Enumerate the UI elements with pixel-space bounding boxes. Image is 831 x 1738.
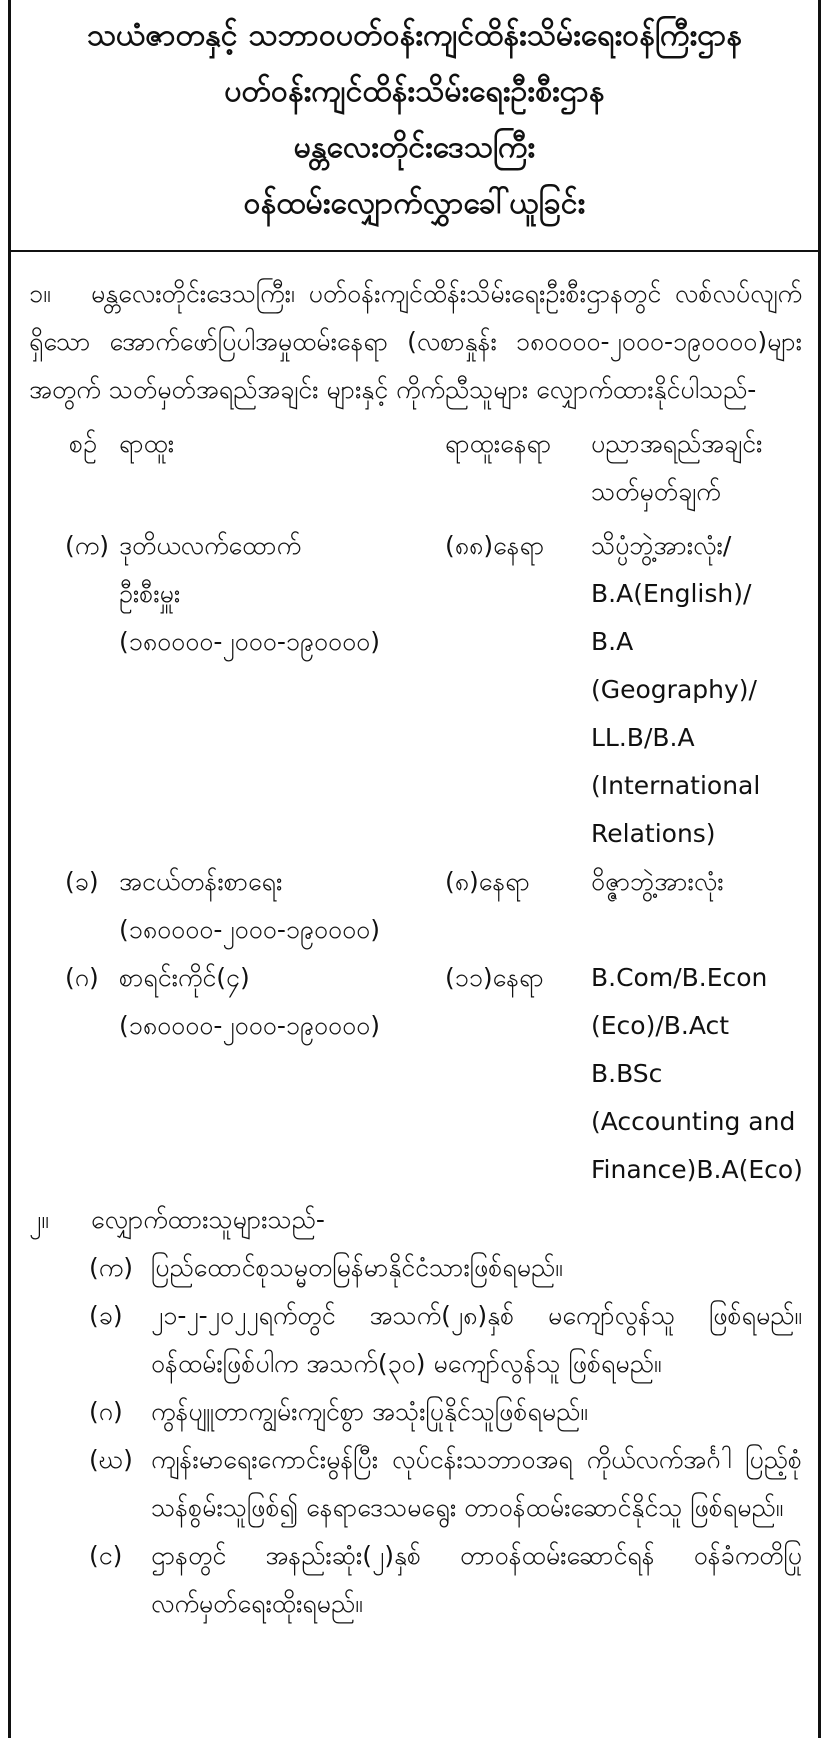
position-line: ဒုတိယလက်ထောက် xyxy=(119,531,302,560)
row-position xyxy=(119,522,445,858)
row-count: (၁၁)နေရာ xyxy=(445,963,544,992)
qualification-line: ဝိဇ္ဇာဘွဲ့အားလုံး xyxy=(591,867,724,896)
row-position xyxy=(119,858,445,954)
qualification-line: B.Com/B.Econ xyxy=(591,963,768,992)
table-row xyxy=(29,858,802,954)
intro-text: မန္တလေးတိုင်းဒေသကြီး၊ ပတ်ဝန်းကျင်ထိန်းသိမ်းရေးဦးစီးဌာနတွင် လစ်လပ်လျက်ရှိသော အောက်ဖော်ပြပါအမှုထမ်းနေရာ (လစာနှုန်း ၁၈၀၀၀၀-၂၀၀၀-၁၉၀၀၀၀)များအတွက် သတ်မှတ်အရည်အချင်း များနှင့် ကိုက်ညီသူများ လျှောက်ထားနိုင်ပါသည်- xyxy=(29,279,802,404)
notice-body xyxy=(11,270,818,1628)
list-item xyxy=(89,1388,802,1436)
qualification-line: (Accounting and xyxy=(591,1107,796,1136)
notice-frame xyxy=(8,0,821,1738)
header-qualification xyxy=(591,420,801,516)
positions-table xyxy=(29,420,802,1194)
item-label: (င) xyxy=(89,1541,123,1570)
row-count: (၈)နေရာ xyxy=(445,867,530,896)
header-qualification-line1: ပညာအရည်အချင်း xyxy=(591,429,763,458)
qualification-line: B.A(English)/ xyxy=(591,579,752,608)
list-item xyxy=(89,1436,802,1532)
item-text: ကျန်းမာရေးကောင်းမွန်ပြီး လုပ်ငန်းသဘာဝအရ ကိုယ်လက်အင်္ဂါ ပြည့်စုံသန်စွမ်းသူဖြစ်၍ နေရာဒေသမရွေး တာဝန်ထမ်းဆောင်နိုင်သူ ဖြစ်ရမည်။ xyxy=(151,1445,802,1522)
position-line: အငယ်တန်းစာရေး xyxy=(119,867,283,896)
row-count: (၈၈)နေရာ xyxy=(445,531,545,560)
qualification-line: (Eco)/B.Act B.BSc xyxy=(591,1011,730,1088)
row-qualification xyxy=(591,954,801,1194)
header-count: ရာထူးနေရာ xyxy=(445,429,552,458)
department-title: ပတ်ဝန်းကျင်ထိန်းသိမ်းရေးဦးစီးဌာန xyxy=(224,74,605,109)
item-label: (ဃ) xyxy=(89,1445,133,1474)
header-qualification-line2: သတ်မှတ်ချက် xyxy=(591,477,721,506)
table-header-row xyxy=(29,420,802,516)
qualification-line: Relations) xyxy=(591,819,716,848)
notice-header xyxy=(11,0,818,252)
item-text: ဌာနတွင် အနည်းဆုံး(၂)နှစ် တာဝန်ထမ်းဆောင်ရန် ဝန်ခံကတိပြု လက်မှတ်ရေးထိုးရမည်။ xyxy=(151,1541,802,1618)
qualification-line: (International xyxy=(591,771,761,800)
qualification-line: B.A (Geography)/ xyxy=(591,627,757,704)
row-no: (က) xyxy=(65,531,109,560)
requirements-heading-row xyxy=(29,1196,802,1244)
intro-paragraph xyxy=(29,270,802,414)
position-line: ဦးစီးမှူး xyxy=(119,579,181,608)
row-no: (ခ) xyxy=(65,867,99,896)
salary-scale: (၁၈၀၀၀၀-၂၀၀၀-၁၉၀၀၀၀) xyxy=(119,627,380,656)
table-row xyxy=(29,522,802,858)
list-item xyxy=(89,1244,802,1292)
item-text: ၂၁-၂-၂၀၂၂ရက်တွင် အသက်(၂၈)နှစ် မကျော်လွန်သူ ဖြစ်ရမည်။ ဝန်ထမ်းဖြစ်ပါက အသက်(၃၀) မကျော်လွန်သူ ဖြစ်ရမည်။ xyxy=(151,1301,802,1378)
item-text: ပြည်ထောင်စုသမ္မတမြန်မာနိုင်ငံသားဖြစ်ရမည်။ xyxy=(151,1253,563,1282)
requirements-number: ၂။ xyxy=(29,1205,49,1234)
qualification-line: သိပ္ပံဘွဲ့အားလုံး/ xyxy=(591,531,732,560)
item-text: ကွန်ပျူတာကျွမ်းကျင်စွာ အသုံးပြုနိုင်သူဖြစ်ရမည်။ xyxy=(151,1397,588,1426)
ministry-title: သယံဇာတနှင့် သဘာဝပတ်ဝန်းကျင်ထိန်းသိမ်းရေးဝန်ကြီးဌာန xyxy=(86,18,743,53)
row-no: (ဂ) xyxy=(65,963,99,992)
region-title: မန္တလေးတိုင်းဒေသကြီး xyxy=(293,130,536,165)
announcement-title: ဝန်ထမ်းလျှောက်လွှာခေါ်ယူခြင်း xyxy=(243,186,586,221)
position-line: စာရင်းကိုင်(၄) xyxy=(119,963,250,992)
intro-number: ၁။ xyxy=(29,279,51,308)
qualification-line: Finance)B.A(Eco) xyxy=(591,1155,803,1184)
header-no: စဉ် xyxy=(69,429,97,458)
header-position: ရာထူး xyxy=(119,429,175,458)
qualification-line: LL.B/B.A xyxy=(591,723,695,752)
salary-scale: (၁၈၀၀၀၀-၂၀၀၀-၁၉၀၀၀၀) xyxy=(119,1011,380,1040)
requirements-section xyxy=(29,1196,802,1628)
requirements-heading: လျှောက်ထားသူများသည်- xyxy=(91,1205,325,1234)
salary-scale: (၁၈၀၀၀၀-၂၀၀၀-၁၉၀၀၀၀) xyxy=(119,915,380,944)
row-qualification xyxy=(591,858,801,954)
row-position xyxy=(119,954,445,1194)
item-label: (ဂ) xyxy=(89,1397,123,1426)
item-label: (က) xyxy=(89,1253,133,1282)
list-item xyxy=(89,1532,802,1628)
list-item xyxy=(89,1292,802,1388)
item-label: (ခ) xyxy=(89,1301,123,1330)
row-qualification xyxy=(591,522,801,858)
table-row xyxy=(29,954,802,1194)
